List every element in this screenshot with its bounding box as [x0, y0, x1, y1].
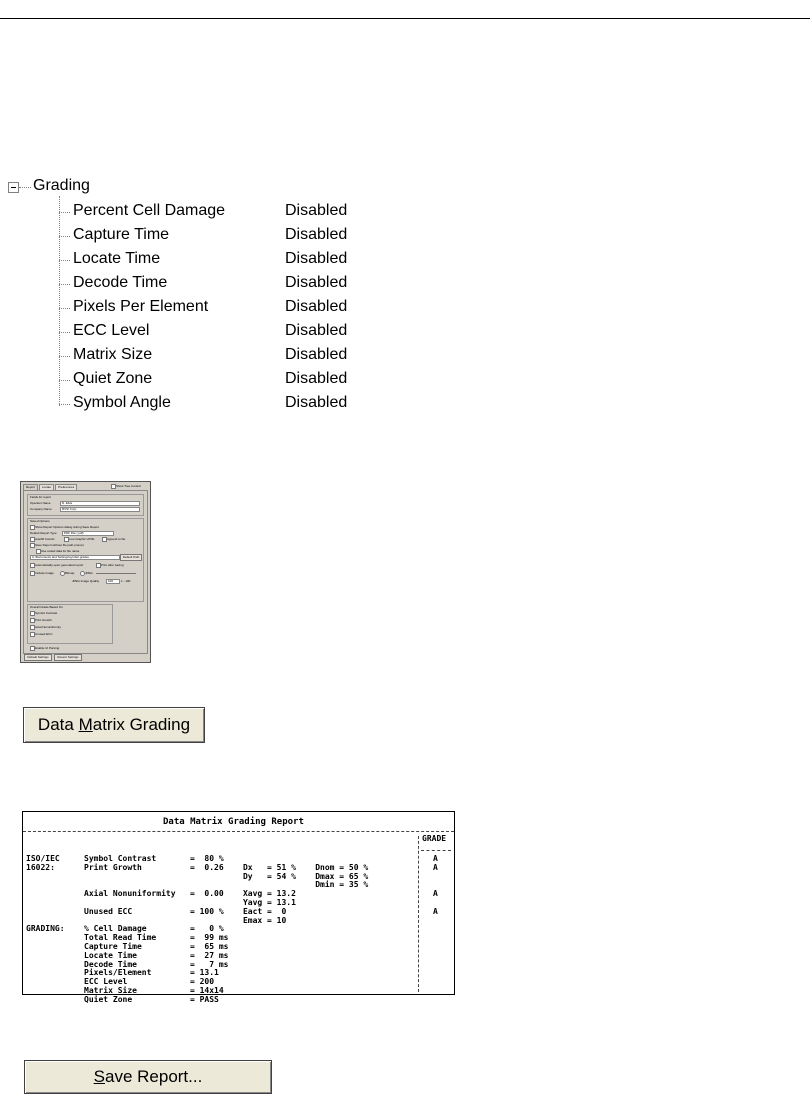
grade-opt-label: Unused ECC [35, 632, 53, 636]
tree-item-label: Percent Cell Damage [73, 202, 226, 219]
report-title: Data Matrix Grading Report [163, 817, 304, 827]
tree-item-value[interactable]: Disabled [285, 394, 348, 411]
tree-branch-line [59, 380, 70, 381]
tree-item-label: Capture Time [73, 226, 170, 243]
tree-item-pixels-per-element[interactable] [59, 298, 379, 318]
report-metric-line: Axial Nonuniformity = 0.00 Xavg = 13.2 [84, 889, 296, 899]
tree-item-value[interactable]: Disabled [285, 226, 348, 243]
grade-header: GRADE [422, 834, 447, 843]
path-value: C:\Documents and Settings\symbol grades [32, 555, 89, 559]
report-metric-line: Symbol Contrast = 80 % [84, 854, 224, 863]
jpeg-quality-label: JPEG Image Quality [72, 579, 100, 583]
tree-branch-line [59, 308, 70, 309]
grade-opt-label: Axial Nonuniformity [35, 625, 61, 629]
grading-label-post: atrix Grading [92, 715, 191, 734]
tree-item-value[interactable]: Disabled [285, 202, 348, 219]
tree-item-label: Symbol Angle [73, 394, 171, 411]
company-input[interactable] [60, 507, 140, 512]
report-metric-line: Print Growth = 0.26 Dx = 51 % Dnom = 50 % [84, 862, 369, 872]
report-separator [23, 831, 454, 832]
tree-root-grading[interactable]: Grading [33, 177, 90, 194]
operator-label: Operator Name [30, 501, 51, 505]
report-grade: A [433, 889, 438, 899]
operator-value: D. Elvis [62, 501, 73, 505]
show-tree-label: Show Tree Control [116, 484, 141, 488]
report-metric-line: Quiet Zone = PASS [84, 994, 219, 1004]
report-metric-line: Decode Time = 7 ms [84, 959, 229, 969]
append-label: Append to file [107, 537, 126, 541]
report-section-label: GRADING: [26, 924, 65, 934]
tree-branch-line [59, 260, 70, 261]
report-metric-line: ECC Level = 200 [84, 977, 215, 987]
tree-item-decode-time[interactable] [59, 274, 379, 294]
grading-label-mnemonic: M [78, 715, 93, 734]
tab-report[interactable]: Report [23, 484, 38, 490]
show-dialog-label: Show Report Options dialog during Save Report [35, 525, 100, 529]
report-options-dialog [20, 481, 151, 663]
jpeg-quality-slider[interactable] [96, 573, 136, 574]
save-label-mnemonic: S [93, 1067, 105, 1086]
save-report-button[interactable] [24, 1060, 272, 1094]
overall-grade-group [27, 604, 113, 644]
tree-item-value[interactable]: Disabled [285, 298, 348, 315]
data-matrix-grading-button[interactable] [23, 707, 205, 743]
report-metric-line: Pixels/Element = 13.1 [84, 968, 219, 978]
tree-item-value[interactable]: Disabled [285, 250, 348, 267]
default-settings-button[interactable]: Default Settings [24, 654, 52, 661]
tree-item-percent-cell-damage[interactable] [59, 202, 379, 222]
save-without-prompt-label: Save Report without file path prompt [35, 543, 84, 547]
autofill-label: Autofill Coords [35, 537, 55, 541]
tree-branch-line [59, 404, 70, 405]
report-metric-line: Yavg = 13.1 [84, 898, 296, 907]
grade-opt-label: Symbol Contrast [35, 611, 58, 615]
report-section-label: 16022: [26, 862, 55, 872]
auto-open-label: Automatically open generated report [35, 563, 84, 567]
path-input[interactable] [30, 555, 120, 560]
saved-options-title: Saved Options [30, 519, 50, 523]
fields-title: Fields for report [30, 495, 52, 499]
bitmap-label: Bitmap [65, 571, 75, 575]
company-label: Company Name [30, 507, 52, 511]
default-type-value: PDF File (.pdf) [64, 531, 84, 535]
operator-input[interactable] [60, 501, 140, 506]
tree-item-capture-time[interactable] [59, 226, 379, 246]
save-label-post: ave Report... [105, 1067, 203, 1086]
report-metric-line: Dy = 54 % Dmax = 65 % [84, 871, 369, 881]
tree-connector [19, 187, 31, 188]
use-coded-label: Use coded data for file name [41, 549, 80, 553]
report-metric-line: Locate Time = 27 ms [84, 950, 229, 960]
report-section-label: ISO/IEC [26, 854, 60, 863]
low-graphic-label: Low Graphic HTML [69, 537, 95, 541]
tree-branch-line [59, 212, 70, 213]
default-type-label: Default Report Type [30, 531, 57, 535]
report-grade: A [433, 906, 438, 916]
tree-item-label: Pixels Per Element [73, 298, 209, 315]
tree-item-locate-time[interactable] [59, 250, 379, 270]
collapse-minus-icon[interactable] [8, 182, 19, 193]
tree-item-value[interactable]: Disabled [285, 322, 348, 339]
tree-item-value[interactable]: Disabled [285, 346, 348, 363]
jpeg-quality-input[interactable] [106, 579, 120, 584]
report-metric-line: Emax = 10 [84, 915, 287, 925]
tab-preferences[interactable]: Preferences [55, 484, 77, 490]
jpeg-quality-range: 1 - 100 [121, 579, 131, 583]
tab-locate[interactable]: Locate [39, 484, 54, 490]
grade-column-divider [418, 836, 419, 992]
tree-item-symbol-angle[interactable] [59, 394, 379, 414]
report-metric-line: Unused ECC = 100 % Eact = 0 [84, 906, 287, 916]
print-after-label: Print after saving [101, 563, 124, 567]
default-type-select[interactable] [62, 531, 114, 536]
default-path-button[interactable]: Default Path [120, 554, 142, 561]
overall-grade-title: Overall Grade Based On [30, 605, 63, 609]
tree-item-label: ECC Level [73, 322, 150, 339]
tree-branch-line [59, 284, 70, 285]
report-metric-line: Capture Time = 65 ms [84, 942, 229, 951]
tree-branch-line [59, 356, 70, 357]
report-grade: A [433, 854, 438, 863]
grading-report [22, 811, 455, 1004]
tree-item-label: Decode Time [73, 274, 168, 291]
tree-branch-line [59, 236, 70, 237]
tree-item-label: Quiet Zone [73, 370, 153, 387]
report-metric-line: Dmin = 35 % [84, 880, 369, 890]
dialog-panel [23, 490, 148, 654]
tree-item-quiet-zone[interactable] [59, 370, 379, 390]
ui-parsing-label: Enable UI Parsing [35, 646, 60, 650]
report-grade: A [433, 862, 438, 872]
tree-item-value[interactable]: Disabled [285, 370, 348, 387]
report-metric-line: % Cell Damage = 0 % [84, 924, 224, 934]
grading-tree [0, 0, 810, 420]
grade-header-rule [421, 850, 451, 851]
tree-item-matrix-size[interactable] [59, 346, 379, 366]
jpeg-quality-value: 100 [108, 579, 114, 583]
tree-item-ecc-level[interactable] [59, 322, 379, 342]
grade-opt-label: Print Growth [35, 618, 52, 622]
tree-item-label: Matrix Size [73, 346, 153, 363]
grading-label-pre: Data [37, 715, 79, 734]
company-value: RVSI Corp [62, 507, 77, 511]
report-metric-line: Matrix Size = 14x14 [84, 986, 224, 995]
tree-branch-line [59, 332, 70, 333]
jpeg-label: JPEG [85, 571, 93, 575]
recent-settings-button[interactable]: Recent Settings [54, 654, 82, 661]
tree-item-value[interactable]: Disabled [285, 274, 348, 291]
report-metric-line: Total Read Time = 99 ms [84, 933, 229, 943]
tree-item-label: Locate Time [73, 250, 161, 267]
include-image-label: Include Image [35, 571, 54, 575]
